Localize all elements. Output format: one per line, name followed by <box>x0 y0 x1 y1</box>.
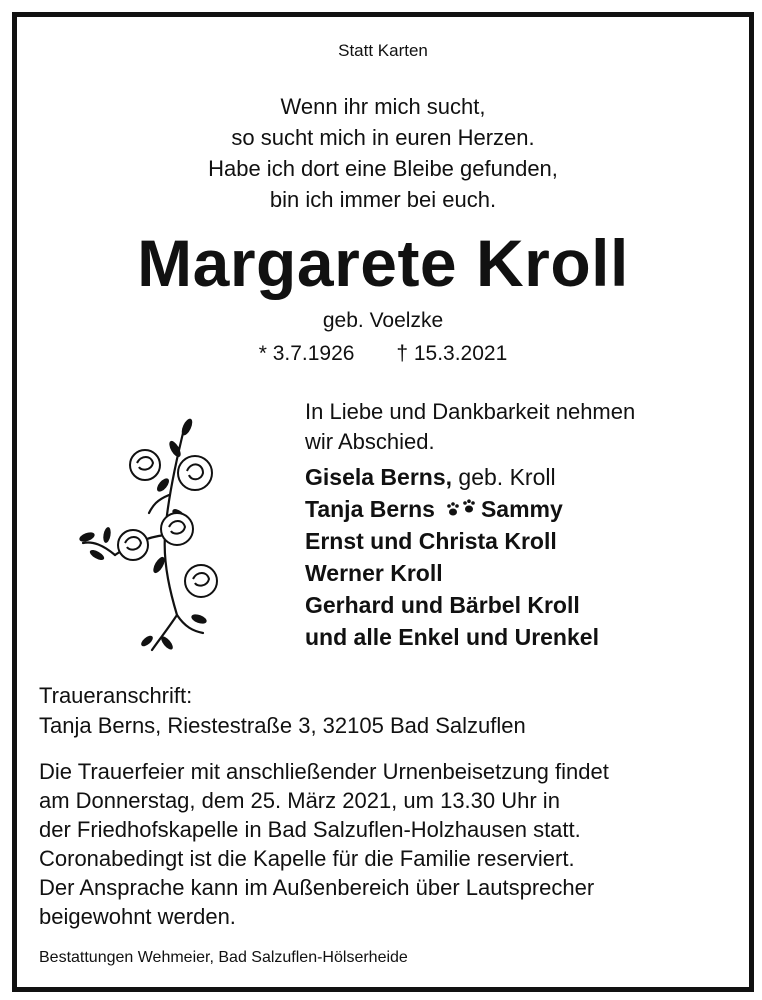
life-dates <box>17 342 749 366</box>
intro-line: wir Abschied. <box>305 429 435 454</box>
address-value: Tanja Berns, Riestestraße 3, 32105 Bad Salzuflen <box>39 713 526 738</box>
service-line: Der Ansprache kann im Außenbereich über Lautsprecher <box>39 875 595 900</box>
service-line: Coronabedingt ist die Kapelle für die Familie reserviert. <box>39 846 575 871</box>
service-line: Die Trauerfeier mit anschließender Urnenbeisetzung findet <box>39 759 609 784</box>
pet-name: Sammy <box>480 496 563 522</box>
death-date: † 15.3.2021 <box>396 342 508 365</box>
statt-karten-label: Statt Karten <box>338 41 428 60</box>
farewell-intro <box>305 397 735 457</box>
mourner-line: Werner Kroll <box>305 560 443 586</box>
obituary-frame <box>12 12 754 992</box>
service-line: beigewohnt werden. <box>39 904 236 929</box>
born-name: geb. Voelzke <box>322 309 444 332</box>
mourning-address <box>39 681 729 741</box>
mourner-line: Ernst und Christa Kroll <box>305 528 557 554</box>
service-line: der Friedhofskapelle in Bad Salzuflen-Holzhausen statt. <box>39 817 581 842</box>
service-line: am Donnerstag, dem 25. März 2021, um 13.30 Uhr in <box>39 788 560 813</box>
poem-line: Habe ich dort eine Bleibe gefunden, <box>208 156 558 181</box>
address-label: Traueranschrift: <box>39 683 193 708</box>
intro-line: In Liebe und Dankbarkeit nehmen <box>305 399 636 424</box>
mourner-name: Tanja Berns <box>305 496 435 522</box>
paw-prints-icon <box>445 499 479 519</box>
mourner-line <box>305 461 735 493</box>
mourner-note: geb. Kroll <box>452 464 556 490</box>
memorial-poem <box>17 91 749 215</box>
poem-line: bin ich immer bei euch. <box>269 187 497 212</box>
undertaker-credit: Bestattungen Wehmeier, Bad Salzuflen-Hölserheide <box>39 949 408 966</box>
mourner-line <box>305 493 735 525</box>
deceased-name: Margarete Kroll <box>137 226 629 300</box>
poem-line: so sucht mich in euren Herzen. <box>231 125 535 150</box>
mourner-line: und alle Enkel und Urenkel <box>305 624 599 650</box>
poem-line: Wenn ihr mich sucht, <box>280 94 486 119</box>
rose-branch-illustration <box>67 405 227 655</box>
service-details <box>39 757 739 931</box>
mourner-name: Gisela Berns, <box>305 464 453 490</box>
mourners-list <box>305 461 735 653</box>
birth-date: * 3.7.1926 <box>258 342 355 365</box>
mourner-line: Gerhard und Bärbel Kroll <box>305 592 580 618</box>
